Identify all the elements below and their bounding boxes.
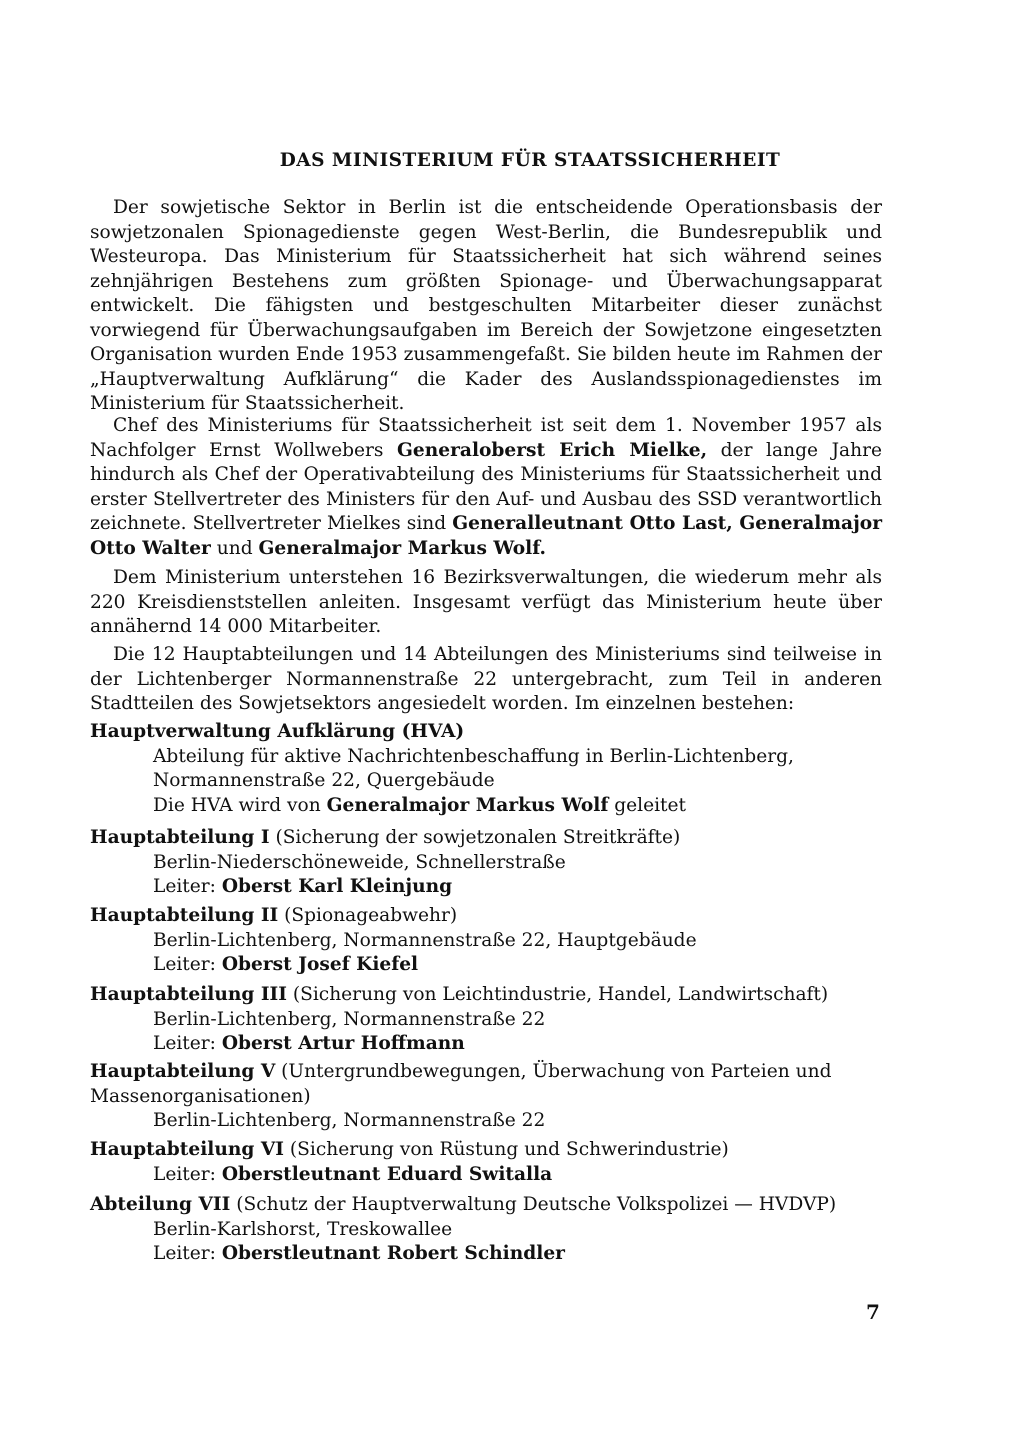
entry-leiter (153, 1242, 890, 1267)
entry-line (153, 794, 890, 819)
paragraph-abteilungen-text: Die 12 Hauptabteilungen und 14 Abteilungen des Ministeriums sind teilweise in der Lichtenberger Normannenstraße 22 untergebracht, zum Teil in anderen Stadtteilen des Sowjetsektors angesiedelt worden. Im einzelnen bestehen: (90, 644, 882, 714)
text-span: geleitet (608, 794, 686, 816)
paragraph-chef (90, 414, 882, 561)
leiter-label: Leiter: (153, 1243, 222, 1264)
entry-line: Normannenstraße 22, Quergebäude (153, 770, 495, 791)
page-title: DAS MINISTERIUM FÜR STAATSSICHERHEIT (279, 150, 781, 171)
entry-heading (90, 720, 890, 745)
page-number: 7 (866, 1300, 880, 1324)
entry-title: Hauptabteilung V (90, 1061, 276, 1082)
entry-description: (Sicherung der sowjetzonalen Streitkräfte) (269, 827, 681, 848)
entry-leiter (153, 953, 890, 978)
text-span: Chef des Ministeriums für Staatssicherheit ist seit dem 1. November 1957 als Nachfolger Ernst Wollwebers (90, 415, 882, 461)
paragraph-intro-text: Der sowjetische Sektor in Berlin ist die entscheidende Operationsbasis der sowjetzonalen Spionagedienste gegen West-Berlin, die Bundesrepublik und Westeuropa. Das Ministerium für Staatssicherheit hat sich während seines zehnjährigen Bestehens zum größten Spionage- und Überwachungsapparat entwickelt. Die fähigsten und bestgeschulten Mitarbeiter dieser zunächst vorwiegend für Überwachungsaufgaben im Bereich der Sowjetzone eingesetzten Organisation wurden Ende 1953 zusammengefaßt. Sie bilden heute im Rahmen der „Hauptverwaltung Aufklärung“ die Kader des Auslandsspionagedienstes im Ministerium für Staatssicherheit. (90, 197, 882, 414)
entry-description: (Sicherung von Rüstung und Schwerindustrie) (283, 1139, 729, 1160)
leiter-label: Leiter: (153, 954, 222, 975)
entry-line: Berlin-Lichtenberg, Normannenstraße 22 (153, 1008, 546, 1030)
entry-ha5 (90, 1060, 890, 1134)
entry-ha2 (90, 904, 890, 978)
entry-leiter (153, 1163, 890, 1188)
paragraph-chef-text (90, 414, 882, 561)
bold-name: Generalmajor Markus Wolf. (258, 537, 547, 559)
entry-description: (Spionageabwehr) (278, 905, 458, 926)
entry-heading (90, 1138, 890, 1163)
leiter-label: Leiter: (153, 1163, 222, 1185)
text-span: Die HVA wird von (153, 794, 327, 816)
bold-name: Oberst Artur Hoffmann (221, 1033, 465, 1054)
bold-name: Oberstleutnant Eduard Switalla (221, 1163, 553, 1185)
text-span: und (210, 537, 259, 559)
text-span: der lange Jahre hindurch als Chef der Operativabteilung des Ministeriums für Staatssicherheit und erster Stellvertreter des Ministers für den Auf- und Ausbau des SSD verantwortlich zeichnete. Stellvertreter Mielkes sind (90, 439, 882, 534)
entry-title: Hauptverwaltung Aufklärung (HVA) (90, 721, 465, 742)
entry-heading (90, 904, 890, 929)
entry-description: (Sicherung von Leichtindustrie, Handel, Landwirtschaft) (286, 984, 829, 1005)
entry-line: Berlin-Lichtenberg, Normannenstraße 22 (153, 1110, 546, 1131)
leiter-label: Leiter: (153, 1033, 222, 1054)
entry-line: Berlin-Karlshorst, Treskowallee (153, 1218, 453, 1240)
entry-description: (Schutz der Hauptverwaltung Deutsche Volkspolizei — HVDVP) (230, 1194, 837, 1215)
bold-name: Generalmajor Markus Wolf (326, 794, 609, 816)
bold-name: Oberst Josef Kiefel (221, 954, 419, 975)
entry-title: Hauptabteilung I (90, 827, 270, 848)
entry-heading (90, 983, 890, 1008)
entry-heading (90, 1193, 890, 1218)
paragraph-intro (90, 196, 882, 417)
paragraph-bezirke-text: Dem Ministerium unterstehen 16 Bezirksverwaltungen, die wiederum mehr als 220 Kreisdienststellen anleiten. Insgesamt verfügt das Ministerium heute über annähernd 14 000 Mitarbeiter. (90, 567, 882, 637)
entry-hva (90, 720, 890, 818)
entry-ha6 (90, 1138, 890, 1187)
entry-title: Abteilung VII (90, 1194, 231, 1215)
bold-name: Oberst Karl Kleinjung (221, 876, 453, 897)
entry-heading (90, 1060, 890, 1109)
entry-title: Hauptabteilung II (90, 905, 279, 926)
leiter-label: Leiter: (153, 876, 222, 897)
entry-description: (Untergrundbewegungen, Überwachung von Parteien und Massenorganisationen) (90, 1061, 832, 1107)
entry-line: Berlin-Lichtenberg, Normannenstraße 22, Hauptgebäude (153, 929, 697, 951)
entry-a7 (90, 1193, 890, 1267)
entry-line: Berlin-Niederschöneweide, Schnellerstraße (153, 851, 566, 873)
entry-line: Abteilung für aktive Nachrichtenbeschaffung in Berlin-Lichtenberg, (153, 745, 794, 767)
bold-name: Oberstleutnant Robert Schindler (221, 1243, 565, 1264)
paragraph-abteilungen (90, 643, 882, 717)
entry-ha3 (90, 983, 890, 1057)
bold-name: Generalleutnant Otto Last, Generalmajor Otto Walter (90, 513, 882, 559)
entry-heading (90, 826, 890, 851)
entry-ha1 (90, 826, 890, 900)
entry-leiter (153, 1032, 890, 1057)
bold-name: Generaloberst Erich Mielke, (397, 439, 708, 461)
paragraph-bezirke (90, 566, 882, 640)
entry-title: Hauptabteilung VI (90, 1139, 284, 1160)
entry-title: Hauptabteilung III (90, 984, 287, 1005)
entry-leiter (153, 875, 890, 900)
